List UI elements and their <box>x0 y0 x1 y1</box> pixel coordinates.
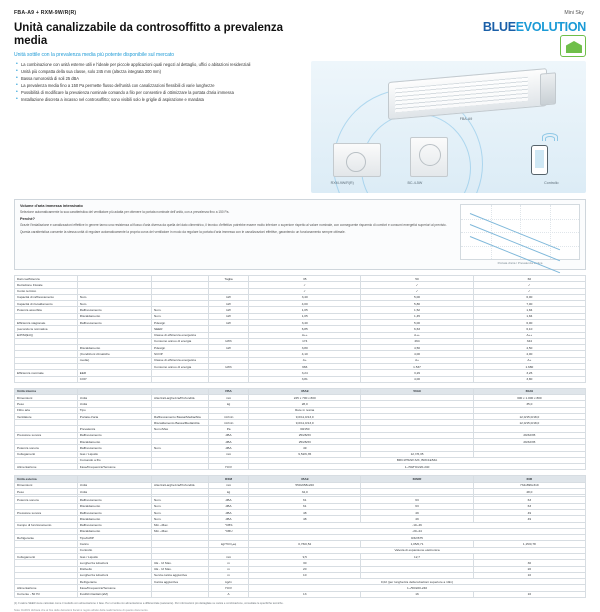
row-label: Filtro aria <box>15 407 78 413</box>
row-label: Corrente - 50 Hz <box>15 591 78 597</box>
row-unit: kg/m <box>209 579 249 585</box>
row-detail: Raffrescamento Bassa/Media/Alta <box>152 413 209 419</box>
cell-value: 63 <box>473 497 585 503</box>
row-unit: dBA <box>209 503 249 509</box>
row-unit: Taglia <box>209 276 249 282</box>
row-sublabel: Dislivello <box>77 566 151 572</box>
cell-value: 734x896x319 <box>473 482 585 488</box>
row-label: Peso <box>15 401 78 407</box>
list-item: • Installazione discreta a incasso nel controsoffitto; sono visibili solo le griglie di aspirazione e mandata <box>21 97 305 102</box>
row-sublabel: Gas / Liquido <box>77 451 151 457</box>
cell-value: 0,76/0,52 <box>249 541 361 547</box>
row-detail: Min.~Max. <box>152 528 209 534</box>
image-label-group <box>311 61 586 193</box>
cell-value: 1~/50/Hz/220-240 <box>249 464 586 470</box>
row-sublabel: Tipo/GWP <box>77 535 151 541</box>
cell-value: A+ <box>473 357 585 363</box>
cell-value: 5,00 <box>361 319 473 325</box>
series-name: Mini Sky <box>564 10 584 16</box>
row-sublabel: Riscaldamento <box>77 439 151 445</box>
row-detail: Carica aggiuntiva <box>152 579 209 585</box>
footnote-2: Nota: DAIKIN dichiara che al fine delle detrazioni fiscali si regolo all'atto della realizzazione di quanto documento. <box>14 608 149 612</box>
cell-value: 966 <box>249 363 361 369</box>
cell-value: 3,40 <box>249 319 361 325</box>
cell-value: 61 <box>249 503 361 509</box>
footnote-1: (1) Il valore SEER viene calcolato come il modello con alimentazione 1 fase. Per un'unità con alimentazione a differenziale (saturante). Per informazioni più dettagliate su carica e combinazione, consultate le specifiche tecniche. <box>14 601 284 605</box>
cell-value: ✓ <box>361 288 473 294</box>
cell-value: 344 <box>473 338 585 344</box>
cell-value: 49 <box>473 510 585 516</box>
cell-value: 35,0 <box>473 401 585 407</box>
row-detail: Classe di efficienza energetica <box>152 332 209 338</box>
row-detail: Nom. <box>152 516 209 522</box>
row-unit <box>209 376 249 382</box>
product-illustration <box>311 61 586 193</box>
cell-value: 48,0 <box>473 489 585 495</box>
cell-value: 48 <box>249 510 361 516</box>
row-sublabel: Raffrescamento <box>77 319 151 325</box>
row-unit: Hz/V <box>209 585 249 591</box>
row-sublabel: Raffrescamento <box>77 432 151 438</box>
row-unit: dBA <box>209 432 249 438</box>
row-sublabel: Nom. <box>77 294 151 300</box>
list-item: • La prevalenza media fino a 150 Pa permette flusso dell'unità con canalizzazioni flessibili di varie lunghezze <box>21 83 305 88</box>
cell-value: 10 <box>473 572 585 578</box>
note-paragraph: Selezione automaticamente la sua caratteristica del ventilatore più adatta per ottenere la portata nominale dell'unità, con a prevalenza fino a 150 Pa. <box>20 210 230 214</box>
section-title: Unità interna <box>15 388 78 394</box>
note-title: Volume d'aria immessa intensivato <box>20 204 83 208</box>
row-label: Capacità di riscaldamento <box>15 301 78 307</box>
col-size: 60A9 <box>473 388 585 394</box>
row-label: Pressione sonora <box>15 510 78 516</box>
performance-table <box>14 275 586 383</box>
row-label: Potenza sonora <box>15 445 78 451</box>
row-unit: kg <box>209 489 249 495</box>
row-detail: Min.~Max. <box>152 522 209 528</box>
cell-value: 49 <box>361 510 473 516</box>
cell-value: 6,00 <box>473 319 585 325</box>
cell-value: -20~24 <box>249 528 586 534</box>
page-title: Unità canalizzabile da controsoffitto a prevalenza media <box>14 22 284 47</box>
cell-value: 5,00 <box>361 294 473 300</box>
col-model: RXM <box>209 476 249 482</box>
row-detail: Nom. <box>152 510 209 516</box>
cell-value: A+ <box>249 357 361 363</box>
row-unit: kW <box>209 307 249 313</box>
row-unit: m³/min <box>209 413 249 419</box>
row-sublabel: Fase/Frequenza/Tensione <box>77 464 151 470</box>
cell-value: 3,29 <box>361 370 473 376</box>
row-detail: Nom. <box>152 445 209 451</box>
row-label: Pressione sonora <box>15 432 78 438</box>
row-detail: Altezza/Larghezza/Profondità <box>152 482 209 488</box>
cell-value: -10~46 <box>249 522 586 528</box>
row-detail: Consumo annuo di energia <box>152 363 209 369</box>
row-unit: A <box>209 591 249 597</box>
cell-value: 1,52 <box>361 307 473 313</box>
image-label: BC-4-5W <box>407 181 423 185</box>
cell-value: 30 <box>473 560 585 566</box>
note-chart <box>460 204 580 265</box>
row-sublabel: Controllo <box>77 547 151 553</box>
leaf-house-icon <box>560 35 586 57</box>
col-size: 60N/R <box>361 476 473 482</box>
cell-value: BRC1H52W-S/K, BRC1E53A <box>249 457 586 463</box>
row-unit: kW <box>209 294 249 300</box>
row-sublabel: Carico <box>77 541 151 547</box>
note-paragraph: Questa caratteristica consente la stessa unità di regolare automaticamente la propria curva del ventilatore in modo da regolare la portata d'aria immessa con le canalizzazioni effettive, garantendo un funzionamento sempre ottimale. <box>20 230 346 235</box>
row-sublabel: Raffrescamento <box>77 445 151 451</box>
cell-value: 16 <box>473 591 585 597</box>
hero-row <box>14 20 586 193</box>
note-text <box>20 204 454 265</box>
row-label: Conto termico <box>15 288 78 294</box>
row-sublabel: Raffrescamento <box>77 307 151 313</box>
row-detail: Nom. <box>152 307 209 313</box>
row-unit: kW <box>209 319 249 325</box>
cell-value: 264 <box>361 338 473 344</box>
brand-accent: EVOLUTION <box>515 20 586 34</box>
row-sublabel: Tipo <box>77 407 151 413</box>
fan-curve-chart <box>460 204 580 260</box>
row-sublabel: Prevalenza <box>77 426 151 432</box>
row-label: Collegamenti <box>15 554 78 560</box>
row-sublabel: Comando a filo <box>77 457 151 463</box>
cell-value: 3,80 <box>249 345 361 351</box>
cell-value: 25/28/33 <box>249 432 361 438</box>
row-label: Potenza sonora <box>15 497 78 503</box>
model-code: FBA-A9 + RXM-9W/R(R) <box>14 10 77 16</box>
row-sublabel: Raffrescamento <box>77 497 151 503</box>
row-unit: m <box>209 572 249 578</box>
cell-value: 3,26 <box>473 370 585 376</box>
row-detail: Altezza/Larghezza/Profondità <box>152 395 209 401</box>
row-detail: Pdesign <box>152 319 209 325</box>
cell-value: 1,45 <box>361 313 473 319</box>
row-unit: m³/min <box>209 420 249 426</box>
row-label: (secondo la normativa <box>15 326 78 332</box>
cell-value: A++ <box>473 332 585 338</box>
cell-value: Valvola di espansione elettronica <box>249 547 586 553</box>
cell-value: 6,00 <box>473 294 585 300</box>
cell-value: 1,84 <box>473 313 585 319</box>
cell-value: 50 <box>361 276 473 282</box>
section-title: Unità esterna <box>15 476 78 482</box>
row-detail: Riscaldamento Bassa/Media/Alta <box>152 420 209 426</box>
image-label: RXM-9W/R(R) <box>330 181 354 185</box>
image-label: FBA-A9 <box>459 117 473 121</box>
col-model: FBA <box>209 388 249 394</box>
image-label: Controllo <box>544 181 559 185</box>
cell-value: 3,80 <box>473 376 585 382</box>
row-unit: Hz/V <box>209 464 249 470</box>
row-sublabel: medie) <box>77 357 151 363</box>
row-sublabel: (Condizioni climatiche <box>77 351 151 357</box>
cell-value: 48 <box>249 516 361 522</box>
row-unit: mm <box>209 554 249 560</box>
cell-value: 1,15/0,78 <box>473 541 585 547</box>
cell-value: 300 x 1.000 x 800 <box>473 395 585 401</box>
row-unit: dBA <box>209 439 249 445</box>
row-detail: Consumo annuo di energia <box>152 338 209 344</box>
row-unit: kW <box>209 313 249 319</box>
row-sublabel: Unità <box>77 401 151 407</box>
cell-value: ✓ <box>361 282 473 288</box>
row-detail: Nom. <box>152 313 209 319</box>
table-row <box>15 376 586 382</box>
indoor-unit-table <box>14 388 586 471</box>
row-label: Peso <box>15 489 78 495</box>
info-note-box <box>14 199 586 270</box>
row-unit: kW <box>209 345 249 351</box>
cell-value: 25/28/33 <box>249 439 361 445</box>
row-unit: m <box>209 560 249 566</box>
row-unit: dBA <box>209 516 249 522</box>
cell-value: 63 <box>473 503 585 509</box>
row-label: Dimensioni <box>15 395 78 401</box>
row-sublabel: Riscaldamento <box>77 528 151 534</box>
row-detail: SCOP <box>152 351 209 357</box>
row-unit: dBA <box>209 510 249 516</box>
cell-value: 6,85 <box>249 326 361 332</box>
row-unit: m <box>209 566 249 572</box>
cell-value: 12,0/15,0/18,0 <box>473 420 585 426</box>
cell-value: 60 <box>473 276 585 282</box>
feature-list <box>14 62 305 102</box>
cell-value: 4,00 <box>249 301 361 307</box>
cell-value: 3,40 <box>249 294 361 300</box>
row-label: Efficienza nominale <box>15 370 78 376</box>
cell-value: ✓ <box>473 282 585 288</box>
cell-value: 30 <box>249 560 361 566</box>
row-detail: Nom. <box>152 497 209 503</box>
cell-value: 4,00 <box>361 351 473 357</box>
list-item: • Bassa rumorosità di soli 25 dBA <box>21 76 305 81</box>
cell-value: A++ <box>249 332 361 338</box>
cell-value: 4,00 <box>473 351 585 357</box>
row-unit: °CBU <box>209 528 249 534</box>
cell-value: 13 <box>249 591 361 597</box>
row-sublabel: EER <box>77 370 151 376</box>
cell-value: 9,0/11,0/13,0 <box>249 413 361 419</box>
cell-value: 1.537 <box>361 363 473 369</box>
cell-value: 20 <box>249 566 361 572</box>
cell-value: 49 <box>249 445 361 451</box>
cell-value: 6,63 <box>361 326 473 332</box>
row-unit: °CBS <box>209 522 249 528</box>
row-sublabel: Riscaldamento <box>77 345 151 351</box>
cell-value: 6,10 <box>473 326 585 332</box>
cell-value: 0,02 (per lunghezza della tubazioni superiore a 10m) <box>249 579 586 585</box>
row-sublabel: Unità <box>77 395 151 401</box>
row-sublabel: Portata d'aria <box>77 413 151 419</box>
row-sublabel: Fusibili ritardati (aM) <box>77 591 151 597</box>
row-detail: UE - UI Max. <box>152 566 209 572</box>
row-unit: kg/TCO₂eq <box>209 541 249 547</box>
hero-image-column <box>311 20 586 193</box>
cell-value: 63 <box>361 503 473 509</box>
note-paragraph: Grazie l'installazione e canalizzazioni effettive in genere tanno una resistenza al flusso d'aria diversa da quella del dato climentrico, il tecnico d'effettivo potrebbe essere molto inferiore o superiore rispetto al valore nominale, con conseguente risparmio di comfort e consumi energetici superiori al previsto. <box>20 223 447 228</box>
cell-value: 174 <box>249 338 361 344</box>
eco-badge-wrap <box>311 35 586 57</box>
cell-value: 4,50 <box>473 345 585 351</box>
cell-value: 3,81 <box>249 376 361 382</box>
row-label: Campo di funzionamento <box>15 522 78 528</box>
cell-value: 35 <box>249 276 361 282</box>
row-sublabel: COP <box>77 376 151 382</box>
row-sublabel: Gas / Liquido <box>77 554 151 560</box>
cell-value: 1~/50/220-240 <box>249 585 586 591</box>
row-sublabel: Unità <box>77 482 151 488</box>
row-label <box>15 376 78 382</box>
row-detail <box>152 376 209 382</box>
cell-value: 3,24 <box>249 370 361 376</box>
row-detail: Pdesign <box>152 345 209 351</box>
cell-value: R32/675 <box>249 535 586 541</box>
cell-value: 12,7/6,35 <box>361 451 473 457</box>
outdoor-unit-table <box>14 475 586 598</box>
cell-value: 10 <box>249 572 361 578</box>
cell-value: 16 <box>361 591 473 597</box>
list-item: • Possibilità di modificare la prevalenza nominale comando a filo per consentire di ottimizzare la portata d'aria immessa <box>21 90 305 95</box>
cell-value: 4,00 <box>361 376 473 382</box>
cell-value: 28,0 <box>249 401 361 407</box>
row-label: Dati coefficienza <box>15 276 78 282</box>
cell-value: A++ <box>361 332 473 338</box>
row-label: Dimensioni <box>15 482 78 488</box>
cell-value: ✓ <box>249 282 361 288</box>
row-unit: kg <box>209 401 249 407</box>
list-item: • Unità più compatta della sua classe, solo 245 mm (altezza integrata 300 mm) <box>21 69 305 74</box>
cell-value: 1,05 <box>249 307 361 313</box>
col-size: 60R <box>473 476 585 482</box>
cell-value: 34,0 <box>249 489 361 495</box>
row-unit: mm <box>209 451 249 457</box>
row-unit: dBA <box>209 497 249 503</box>
cell-value: 29/32/35 <box>473 439 585 445</box>
row-label: Alimentazione <box>15 585 78 591</box>
col-size: 35A9 <box>249 388 361 394</box>
cell-value: 4,10 <box>249 351 361 357</box>
table-row <box>15 464 586 470</box>
cell-value: 20 <box>473 566 585 572</box>
performance-table-body <box>15 276 586 383</box>
cell-value: 5,80 <box>361 301 473 307</box>
row-sublabel: Raffrescamento <box>77 510 151 516</box>
cell-value: 9,5 <box>249 554 361 560</box>
cell-value: 1,84 <box>473 307 585 313</box>
row-unit: dBA <box>209 445 249 451</box>
row-detail: UE - UI Max. <box>152 560 209 566</box>
row-sublabel: Riscaldamento <box>77 313 151 319</box>
cell-value: 9,52/6,35 <box>249 451 361 457</box>
cell-value: 1,05 <box>249 313 361 319</box>
row-sublabel: Unità <box>77 489 151 495</box>
row-sublabel: Riscaldamento <box>77 516 151 522</box>
row-detail: Classe di efficienza energetica <box>152 357 209 363</box>
row-unit: kW <box>209 301 249 307</box>
list-item: • La combinazione con unità esterne utili e l'ideale per piccole applicazioni quali negozi al dettaglio, uffici o abitazioni residenziali <box>21 62 305 67</box>
cell-value: 245 x 700 x 800 <box>249 395 361 401</box>
cell-value: 1,05/0,71 <box>361 541 473 547</box>
cell-value: 30/150 <box>249 426 361 432</box>
row-detail: SEER <box>152 326 209 332</box>
cell-value: 9,0/11,0/13,0 <box>249 420 361 426</box>
row-detail: Nom./Max <box>152 426 209 432</box>
cell-value: A+ <box>361 357 473 363</box>
row-detail: Senza carica aggiuntiva <box>152 572 209 578</box>
row-sublabel: Refrigerante <box>77 579 151 585</box>
row-label: Alimentazione <box>15 464 78 470</box>
hero-text-column <box>14 20 311 193</box>
row-detail: Nom. <box>152 503 209 509</box>
row-label: Detrazione Fiscale <box>15 282 78 288</box>
row-detail <box>152 464 209 470</box>
cell-value: Rete in resina <box>249 407 361 413</box>
row-sublabel: Lunghezza tubazioni <box>77 572 151 578</box>
row-label: Collegamenti <box>15 451 78 457</box>
col-size: 35A9 <box>249 476 361 482</box>
cell-value: ✓ <box>473 288 585 294</box>
row-unit: mm <box>209 482 249 488</box>
table-row <box>15 591 586 597</box>
row-unit: kWh <box>209 363 249 369</box>
brand-main: BLUE <box>482 20 516 34</box>
row-sublabel: Riscaldamento <box>77 503 151 509</box>
cell-value: ✓ <box>249 288 361 294</box>
row-sublabel: Raffrescamento <box>77 522 151 528</box>
row-sublabel: Lunghezza tubazioni <box>77 560 151 566</box>
row-label: Potenza assorbita <box>15 307 78 313</box>
row-label: Capacità di raffrescamento <box>15 294 78 300</box>
brand-logo <box>311 20 586 34</box>
cell-value: 29/32/35 <box>473 432 585 438</box>
cell-value: 12,0/15,0/18,0 <box>473 413 585 419</box>
cell-value: 49 <box>361 516 473 522</box>
col-size: 50A9 <box>361 388 473 394</box>
note-subtitle: Perché? <box>20 217 35 222</box>
row-unit: Pa <box>209 426 249 432</box>
row-sublabel: Nom. <box>77 301 151 307</box>
cell-value: 1.680 <box>473 363 585 369</box>
cell-value: 4,50 <box>361 345 473 351</box>
top-bar <box>14 10 586 16</box>
cell-value: 550x658x220 <box>249 482 361 488</box>
cell-value: 7,00 <box>473 301 585 307</box>
row-label: Refrigerante <box>15 535 78 541</box>
chart-caption: Portata d'aria / Prevalenza statica <box>497 261 543 265</box>
row-label: Efficienza stagionale <box>15 319 78 325</box>
row-sublabel: Fase/Frequenza/Tensione <box>77 585 151 591</box>
page-subtitle: Unità sottile con la prevalenza media più potente disponibile sul mercato <box>14 52 175 58</box>
cell-value: 63 <box>361 497 473 503</box>
row-unit: mm <box>209 395 249 401</box>
row-label: Ventilatore <box>15 413 78 419</box>
row-detail <box>152 591 209 597</box>
cell-value: 12,7 <box>361 554 473 560</box>
cell-value: 61 <box>249 497 361 503</box>
row-unit: kWh <box>209 338 249 344</box>
cell-value: 49 <box>473 516 585 522</box>
row-label: ErP/M(EU)) <box>15 332 78 338</box>
